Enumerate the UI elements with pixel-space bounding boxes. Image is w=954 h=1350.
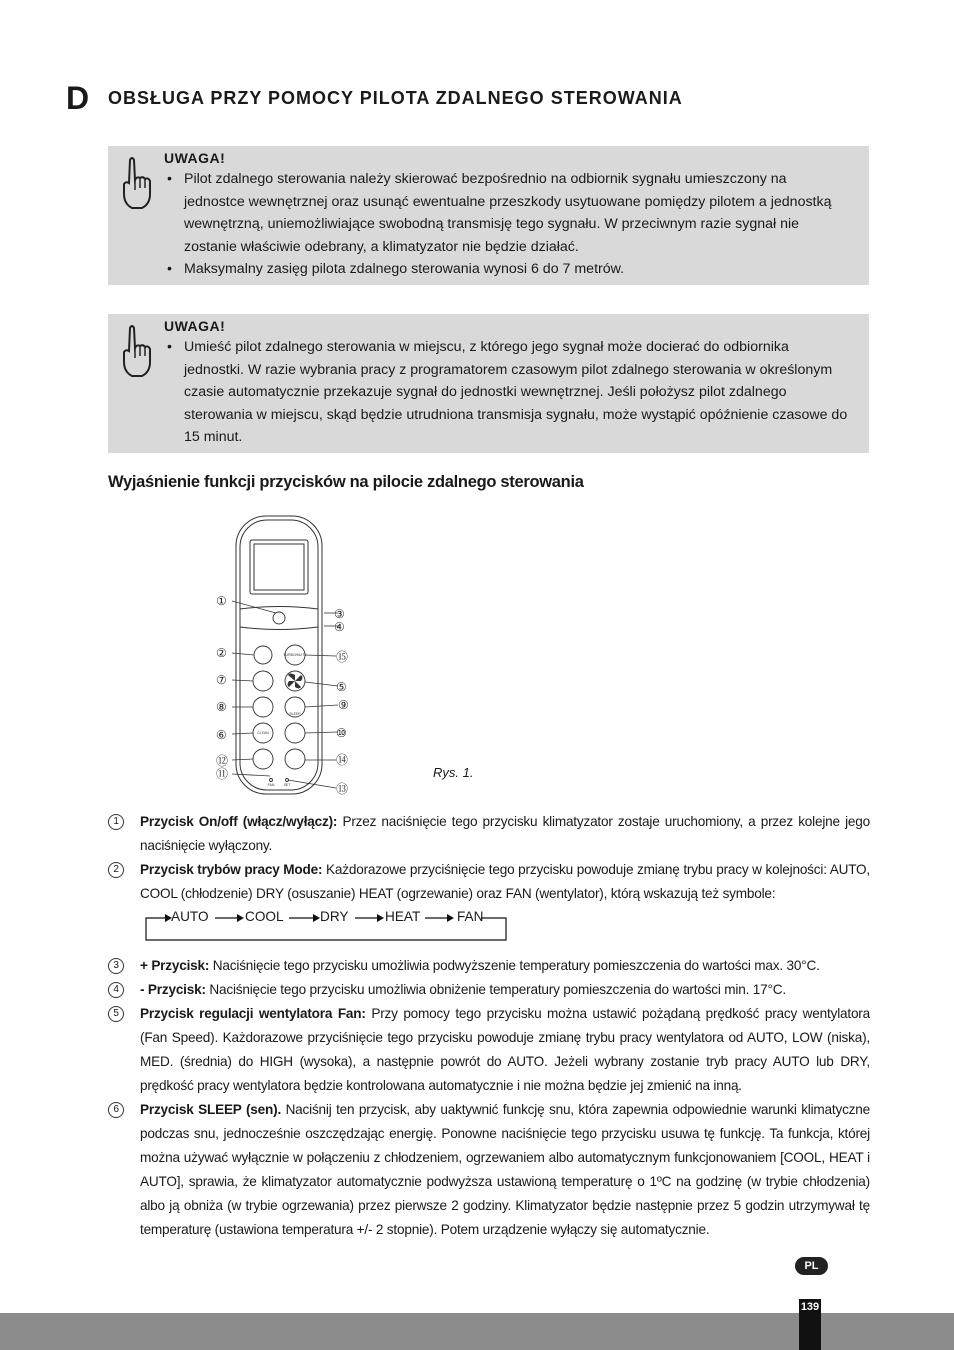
light-button bbox=[253, 749, 273, 769]
item-title: Przycisk SLEEP (sen). bbox=[140, 1102, 282, 1117]
timer-button bbox=[285, 723, 305, 743]
item-title: Przycisk On/off (włącz/wyłącz): bbox=[140, 814, 338, 829]
warning-note-1 bbox=[108, 146, 869, 285]
remote-buttons bbox=[253, 612, 305, 782]
turbo-label: TURBO/MUTE bbox=[283, 653, 307, 657]
callout-6: ⑥ bbox=[216, 728, 227, 742]
callout-4: ④ bbox=[334, 620, 345, 634]
callout-14: ⑭ bbox=[336, 753, 349, 767]
fan-label: FAN bbox=[267, 783, 275, 787]
pointing-hand-icon bbox=[116, 154, 156, 214]
set-label: SET bbox=[283, 783, 291, 787]
remote-control-figure bbox=[210, 512, 360, 797]
clean-label: CLEAN bbox=[257, 731, 269, 735]
item-number: 5 bbox=[108, 1006, 124, 1022]
description-item bbox=[108, 954, 870, 978]
item-text: Naciśnięcie tego przycisku umożliwia podwyższenie temperatury pomieszczenia do wartości max. 30°C. bbox=[209, 958, 820, 973]
callout-1: ① bbox=[216, 594, 227, 608]
callout-13: ⑬ bbox=[336, 782, 349, 796]
item-number: 6 bbox=[108, 1102, 124, 1118]
item-text: Przy pomocy tego przycisku można ustawić pożądaną prędkość pracy wentylatora (Fan Speed). Każdorazowe przyciśnięcie tego przycisku powoduje zmianę trybu pracy wentylatora od AUTO, LOW (niska), MED. (średnia) do HIGH (wysoka), a następnie powrót do AUTO. Jeżeli wybrany zostanie tryb pracy AUTO lub DRY, prędkość pracy wentylatora będzie kontrolowana automatycznie i nie można będzie jej zmienić na inną. bbox=[140, 1006, 870, 1093]
description-item bbox=[108, 810, 870, 858]
note-item: • Maksymalny zasięg pilota zdalnego sterowania wynosi 6 do 7 metrów. bbox=[164, 258, 849, 281]
item-text: Naciśnij ten przycisk, aby uaktywnić funkcję snu, która zapewnia odpowiednie warunki klimatyczne podczas snu, jednocześnie oszczędzając energię. Ponowne naciśnięcie tego przycisku usuwa tę funkcję. Ta funkcja, której można używać wyłącznie w połączeniu z chłodzeniem, ogrzewaniem albo automatycznym funkcjonowaniem [COOL, HEAT i AUTO], sprawia, że klimatyzator automatycznie podwyższa ustawioną temperaturę o 1ºC na godzinę (w trybie chłodzenia) albo ją obniża (w trybie ogrzewania) przez pierwsze 2 godziny. Klimatyzator będzie następnie przez 5 godzin utrzymywał tę temperaturę (ustawiona temperatura +/- 2 stopnie). Potem urządzenie wyłączy się automatycznie. bbox=[140, 1102, 870, 1237]
page-number: 139 bbox=[799, 1299, 821, 1350]
subheading: Wyjaśnienie funkcji przycisków na pilocie zdalnego sterowania bbox=[108, 473, 584, 491]
callout-2: ② bbox=[216, 646, 227, 660]
fan-blade-icon bbox=[288, 674, 303, 689]
item-number: 3 bbox=[108, 958, 124, 974]
item-number: 1 bbox=[108, 814, 124, 830]
mode-heat: HEAT bbox=[385, 909, 421, 924]
note-list bbox=[164, 336, 849, 449]
description-item bbox=[108, 1002, 870, 1098]
note-list bbox=[164, 168, 849, 281]
mode-auto: AUTO bbox=[171, 909, 209, 924]
power-button bbox=[273, 612, 285, 624]
item-number: 4 bbox=[108, 982, 124, 998]
pointing-hand-icon bbox=[116, 322, 156, 382]
note-heading: UWAGA! bbox=[164, 318, 226, 334]
item-text: Przez naciśnięcie tego przycisku klimatyzator zostaje uruchomiony, a przez kolejne jego naciśnięcie wyłączony. bbox=[140, 814, 870, 853]
callout-15: ⑮ bbox=[336, 650, 349, 664]
callout-8: ⑧ bbox=[216, 700, 227, 714]
mode-fan: FAN bbox=[457, 909, 484, 924]
swing-button-2 bbox=[253, 697, 273, 717]
description-item bbox=[108, 978, 870, 1002]
figure-caption: Rys. 1. bbox=[433, 765, 474, 780]
note-item: • Pilot zdalnego sterowania należy skierować bezpośrednio na odbiornik sygnału umieszczony na jednostce wewnętrznej oraz usunąć ewentualne przeszkody usytuowane pomiędzy pilotem a jednostką wewnętrzną, uniemożliwiające swobodną transmisję tego sygnału. W przeciwnym razie sygnał nie zostanie właściwie odebrany, a klimatyzator nie będzie działać. bbox=[164, 168, 849, 258]
sleep-label: SLEEP bbox=[289, 712, 301, 716]
note-item: • Umieść pilot zdalnego sterowania w miejscu, z którego jego sygnał może docierać do odbiornika jednostki. W razie wybrania pracy z programatorem czasowym pilot zdalnego sterowania w określonym czasie automatycznie przekazuje sygnał do jednostki wewnętrznej. Jeśli położysz pilot zdalnego sterowania w miejscu, skąd będzie utrudniona transmisja sygnału, może wystąpić opóźnienie czasowe do 15 minut. bbox=[164, 336, 849, 449]
mode-cool: COOL bbox=[245, 909, 284, 924]
callout-5: ⑤ bbox=[336, 680, 347, 694]
callout-11: ⑪ bbox=[216, 767, 229, 781]
description-item bbox=[108, 858, 870, 906]
section-title: OBSŁUGA PRZY POMOCY PILOTA ZDALNEGO STEROWANIA bbox=[108, 88, 683, 108]
language-badge: PL bbox=[795, 1257, 828, 1275]
item-title: + Przycisk: bbox=[140, 958, 210, 973]
callout-9: ⑨ bbox=[338, 698, 349, 712]
section-letter: D bbox=[66, 80, 90, 116]
callout-7: ⑦ bbox=[216, 673, 227, 687]
mode-sequence-diagram bbox=[145, 908, 507, 941]
callout-10: ⑩ bbox=[336, 726, 347, 740]
mode-dry: DRY bbox=[320, 909, 349, 924]
note-heading: UWAGA! bbox=[164, 150, 226, 166]
item-title: Przycisk trybów pracy Mode: bbox=[140, 862, 323, 877]
item-title: Przycisk regulacji wentylatora Fan: bbox=[140, 1006, 366, 1021]
callout-3: ③ bbox=[334, 607, 345, 621]
display-button bbox=[285, 749, 305, 769]
description-item bbox=[108, 1098, 870, 1242]
mode-button bbox=[254, 646, 272, 664]
swing-button-1 bbox=[253, 671, 273, 691]
callout-12: ⑫ bbox=[216, 754, 229, 768]
item-text: Każdorazowe przyciśnięcie tego przycisku powoduje zmianę trybu pracy w kolejności: AUTO, COOL (chłodzenie) DRY (osuszanie) HEAT (ogrzewanie) oraz FAN (wentylator), którą wskazują też symbole: bbox=[140, 862, 871, 901]
item-title: - Przycisk: bbox=[140, 982, 206, 997]
warning-note-2 bbox=[108, 314, 869, 453]
item-text: Naciśnięcie tego przycisku umożliwia obniżenie temperatury pomieszczenia do wartości min. 17°C. bbox=[205, 982, 786, 997]
item-number: 2 bbox=[108, 862, 124, 878]
